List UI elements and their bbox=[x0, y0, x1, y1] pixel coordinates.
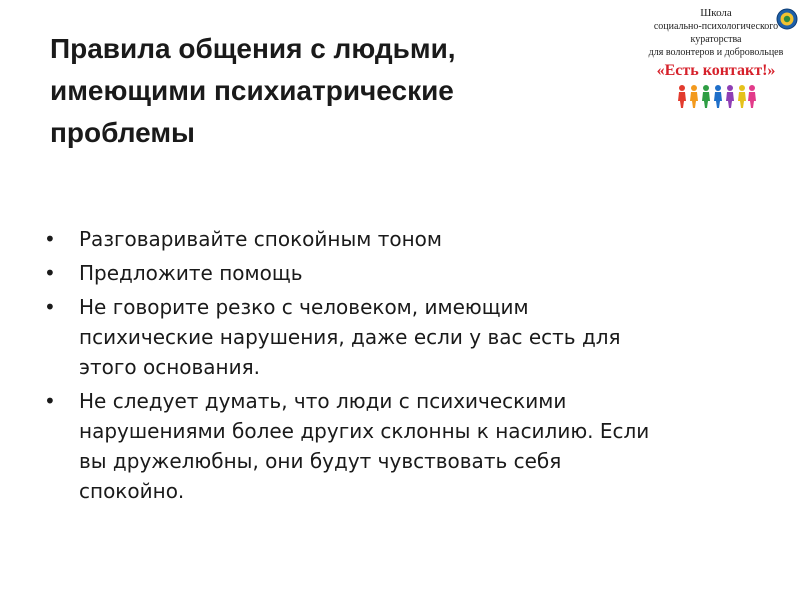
title-line-1: Правила общения с людьми, bbox=[50, 33, 456, 64]
bullet-3-line-2: психические нарушения, даже если у вас есть для bbox=[79, 325, 621, 349]
bullet-item-2 bbox=[44, 258, 764, 288]
bullet-list bbox=[44, 224, 764, 510]
slide-title bbox=[50, 28, 610, 154]
bullet-1-line-1: Разговаривайте спокойным тоном bbox=[79, 227, 443, 251]
bullet-4-line-3: вы дружелюбны, они будут чувствовать себя bbox=[79, 449, 562, 473]
bullet-dot: • bbox=[44, 295, 56, 319]
bullet-dot: • bbox=[44, 389, 56, 413]
bullet-item-4 bbox=[44, 386, 764, 506]
bullet-3-line-1: Не говорите резко с человеком, имеющим bbox=[79, 295, 529, 319]
title-line-3: проблемы bbox=[50, 117, 195, 148]
logo-line-3: кураторства bbox=[690, 34, 742, 45]
children-silhouettes-icon bbox=[676, 83, 756, 109]
bullet-4-line-4: спокойно. bbox=[79, 479, 185, 503]
bullet-4-line-2: нарушениями более других склонны к насилию. Если bbox=[79, 419, 650, 443]
bullet-item-1 bbox=[44, 224, 764, 254]
round-emblem-icon bbox=[776, 8, 798, 30]
logo-line-1: Школа bbox=[700, 7, 732, 19]
bullet-2-line-1: Предложите помощь bbox=[79, 261, 303, 285]
title-line-2: имеющими психиатрические bbox=[50, 75, 454, 106]
bullet-dot: • bbox=[44, 227, 56, 251]
logo-line-4: для волонтеров и добровольцев bbox=[648, 47, 784, 58]
school-logo bbox=[632, 6, 800, 118]
logo-brand: «Есть контакт!» bbox=[656, 62, 776, 79]
bullet-item-3 bbox=[44, 292, 764, 382]
bullet-4-line-1: Не следует думать, что люди с психическими bbox=[79, 389, 567, 413]
bullet-3-line-3: этого основания. bbox=[79, 355, 261, 379]
bullet-dot: • bbox=[44, 261, 56, 285]
logo-line-2: социально-психологического bbox=[653, 21, 779, 32]
